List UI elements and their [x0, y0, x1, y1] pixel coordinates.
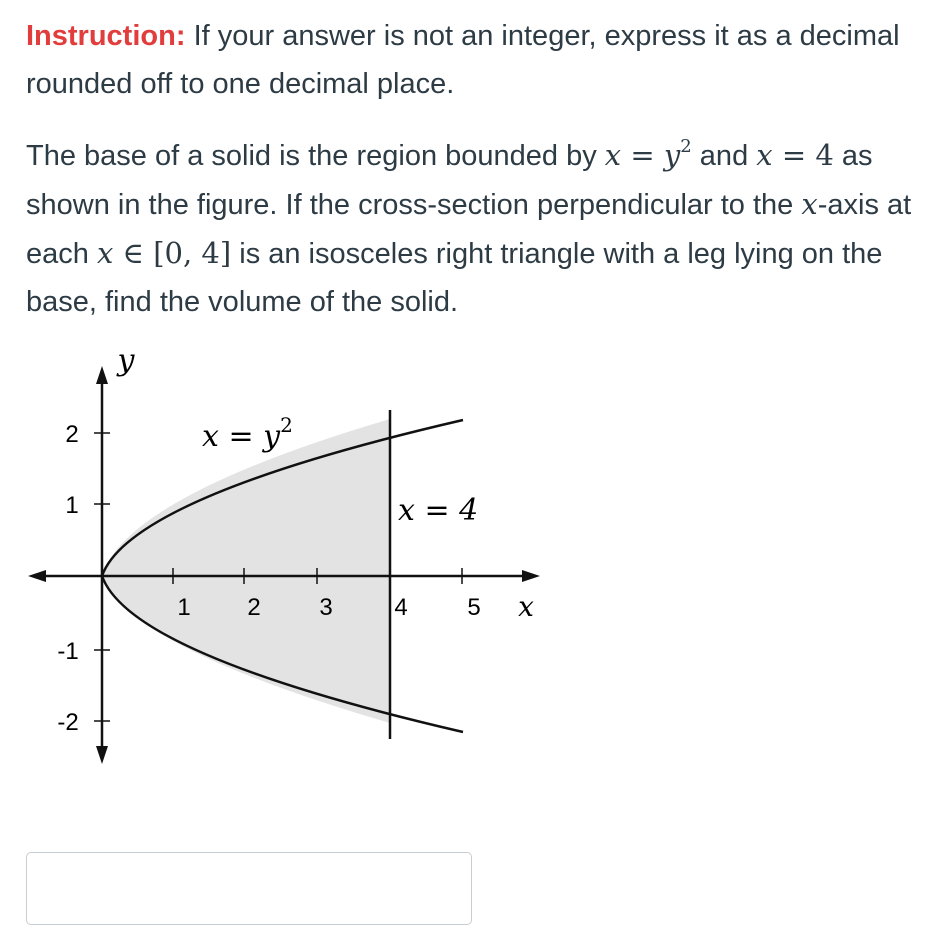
- problem-text-5: is an isosceles right triangle with a leg lying on the base, find the volume of the solid.: [26, 238, 883, 318]
- math-equals: =: [621, 138, 664, 172]
- y-tick-label: 1: [65, 492, 79, 519]
- math-x: x: [801, 187, 818, 221]
- curve-label: $x = y^2$: [202, 413, 293, 454]
- instruction-text: If your answer is not an integer, express it as a decimal rounded off to one decimal place.: [26, 20, 900, 100]
- x-tick-label: 4: [394, 594, 408, 621]
- instruction-label: Instruction:: [26, 20, 186, 52]
- problem-text-1: The base of a solid is the region bounded by: [26, 140, 597, 172]
- math-y: y: [663, 138, 681, 172]
- math-exponent: 2: [680, 136, 692, 158]
- x-tick-label: 2: [247, 594, 261, 621]
- math-x: x: [96, 236, 114, 270]
- shaded-region: [102, 419, 390, 723]
- problem-statement: [26, 131, 921, 326]
- x-axis-label: x: [518, 590, 534, 623]
- x-tick-label: 3: [319, 594, 333, 621]
- problem-text-2: and: [691, 140, 757, 172]
- math-interval: ∈ [0, 4]: [113, 236, 232, 270]
- x-axis-left-arrow: [28, 570, 46, 582]
- region-figure: [22, 340, 542, 780]
- y-tick-label: -1: [57, 638, 79, 665]
- y-tick-label: 2: [65, 421, 79, 448]
- x-tick-label: 1: [177, 594, 191, 621]
- x-tick-label: 5: [467, 594, 481, 621]
- y-axis-label: y: [117, 343, 135, 378]
- y-tick-label: -2: [57, 709, 79, 736]
- x-axis-right-arrow: [522, 570, 540, 582]
- math-x: x: [604, 138, 622, 172]
- instruction: [26, 12, 906, 108]
- math-equals-four: = 4: [772, 138, 834, 172]
- problem-text-3: as shown in the figure. If the cross-section perpendicular to the: [26, 140, 873, 221]
- y-axis-down-arrow: [96, 746, 108, 764]
- problem-text-4: -axis at each: [26, 189, 912, 270]
- answer-input[interactable]: [26, 852, 472, 925]
- line-label: x = 4: [398, 493, 479, 528]
- math-x: x: [756, 138, 773, 172]
- y-axis-up-arrow: [96, 366, 108, 384]
